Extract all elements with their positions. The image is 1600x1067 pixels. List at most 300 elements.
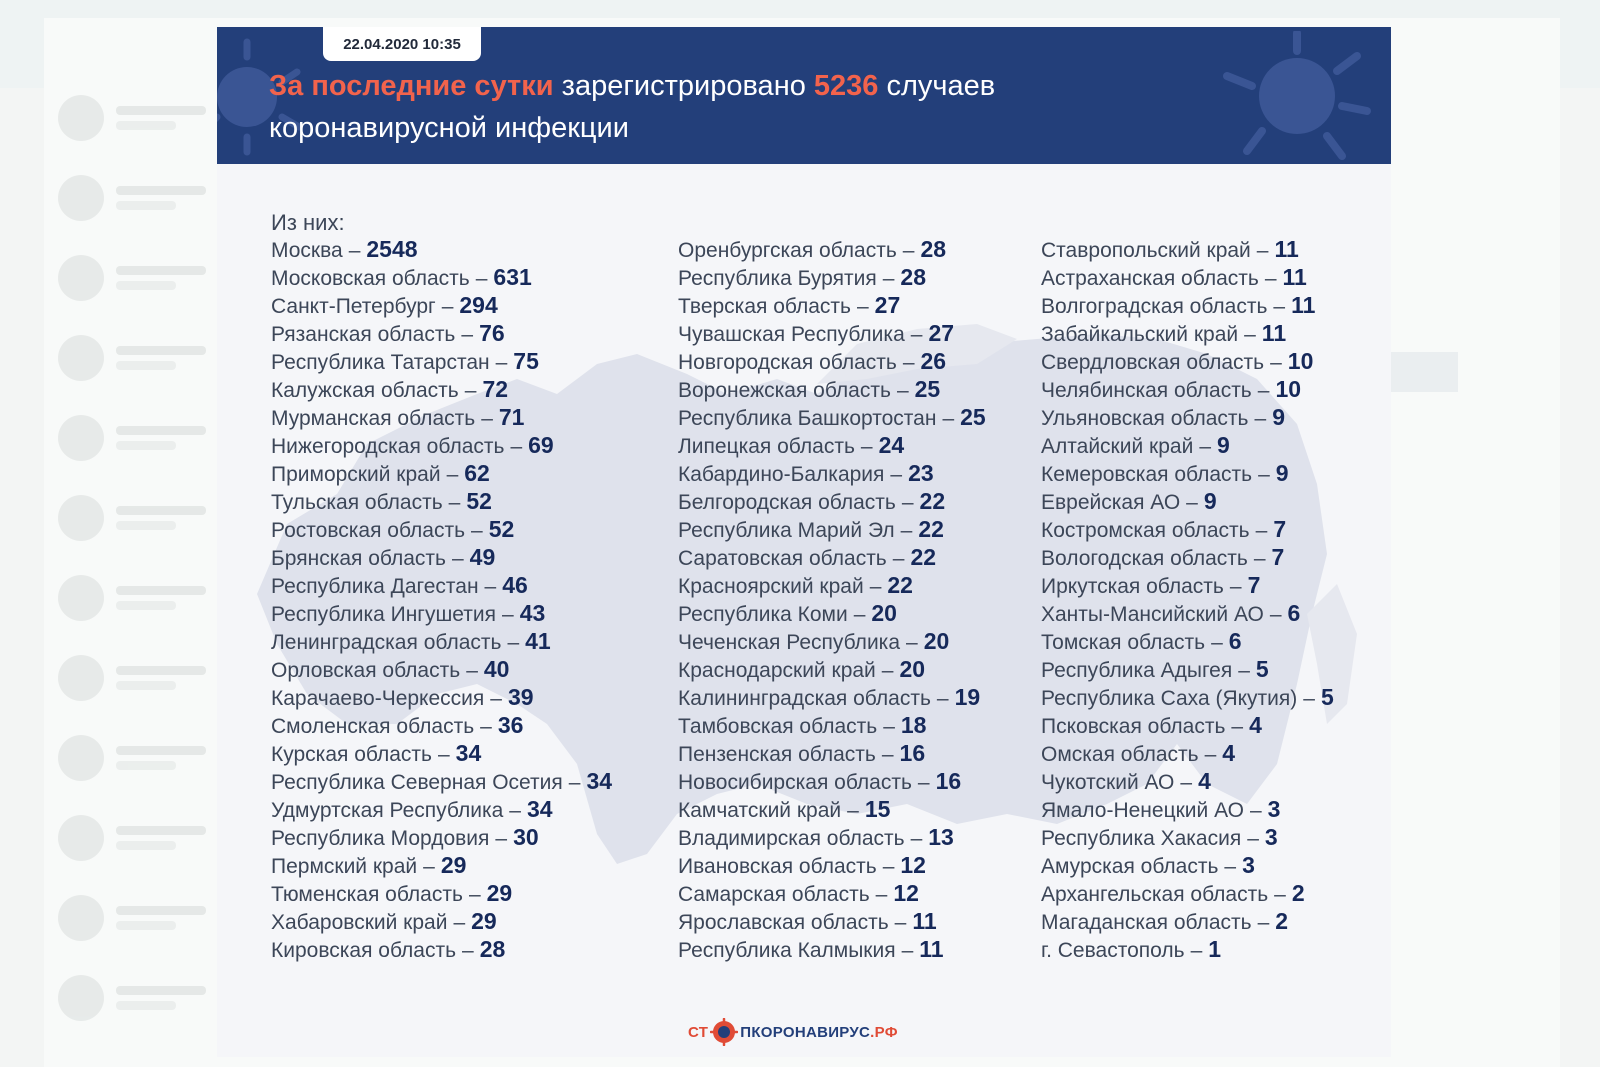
- region-name: Республика Марий Эл: [678, 519, 895, 542]
- region-name: Республика Мордовия: [271, 827, 490, 850]
- region-case-count: 1: [1208, 936, 1222, 962]
- region-dash: –: [901, 491, 914, 514]
- background-list-item: [58, 970, 208, 1026]
- region-dash: –: [853, 603, 866, 626]
- region-row: [271, 319, 612, 347]
- region-dash: –: [1211, 631, 1223, 654]
- region-name: Хабаровский край: [271, 911, 448, 934]
- region-name: Чувашская Республика: [678, 323, 905, 346]
- region-name: Ивановская область: [678, 855, 877, 878]
- region-row: [1041, 823, 1334, 851]
- region-case-count: 3: [1267, 796, 1281, 822]
- region-row: [1041, 795, 1334, 823]
- region-name: Калининградская область: [678, 687, 931, 710]
- region-name: Ленинградская область: [271, 631, 502, 654]
- region-row: [1041, 739, 1334, 767]
- region-dash: –: [847, 799, 859, 822]
- headline-text: случаев: [886, 70, 996, 102]
- region-name: Тульская область: [271, 491, 443, 514]
- region-name: Кемеровская область: [1041, 463, 1253, 486]
- background-list-item: [58, 650, 208, 706]
- region-row: [271, 879, 612, 907]
- region-name: Псковская область: [1041, 715, 1226, 738]
- region-dash: –: [1254, 407, 1267, 430]
- region-row: [678, 711, 986, 739]
- region-dash: –: [462, 939, 474, 962]
- region-row: [271, 655, 612, 683]
- region-name: Приморский край: [271, 463, 441, 486]
- region-name: Астраханская область: [1041, 267, 1259, 290]
- region-case-count: 4: [1222, 740, 1236, 766]
- region-dash: –: [892, 547, 905, 570]
- region-row: [678, 935, 986, 963]
- region-name: Самарская область: [678, 883, 870, 906]
- region-name: Брянская область: [271, 547, 446, 570]
- logo-text: .РФ: [870, 1023, 898, 1041]
- region-name: Мурманская область: [271, 407, 476, 430]
- region-dash: –: [906, 631, 918, 654]
- region-name: Волгоградская область: [1041, 295, 1268, 318]
- region-name: Архангельская область: [1041, 883, 1269, 906]
- background-list-item: [58, 90, 208, 146]
- region-case-count: 11: [919, 936, 944, 962]
- region-name: Москва: [271, 239, 343, 262]
- region-row: [1041, 291, 1334, 319]
- region-name: Республика Татарстан: [271, 351, 490, 374]
- region-name: Краснодарский край: [678, 659, 876, 682]
- region-dash: –: [437, 743, 450, 766]
- region-dash: –: [860, 435, 873, 458]
- background-list-item: [58, 330, 208, 386]
- region-dash: –: [461, 323, 474, 346]
- region-dash: –: [1255, 519, 1268, 542]
- region-case-count: 15: [864, 796, 891, 822]
- region-row: [1041, 235, 1334, 263]
- background-list-item: [58, 890, 208, 946]
- region-dash: –: [1249, 799, 1262, 822]
- region-case-count: 16: [935, 768, 962, 794]
- region-dash: –: [481, 407, 493, 430]
- region-case-count: 25: [914, 376, 941, 402]
- region-case-count: 52: [488, 516, 515, 542]
- region-case-count: 28: [900, 264, 927, 290]
- region-row: [271, 711, 612, 739]
- region-case-count: 29: [440, 852, 467, 878]
- region-row: [1041, 431, 1334, 459]
- region-row: [1041, 935, 1334, 963]
- region-dash: –: [464, 379, 477, 402]
- virus-logo-icon: [710, 1018, 738, 1046]
- region-name: Республика Бурятия: [678, 267, 877, 290]
- region-dash: –: [1273, 295, 1286, 318]
- region-case-count: 22: [918, 516, 944, 542]
- region-dash: –: [510, 435, 523, 458]
- region-name: Калужская область: [271, 379, 459, 402]
- region-name: Новгородская область: [678, 351, 897, 374]
- region-row: [1041, 907, 1334, 935]
- region-case-count: 24: [878, 432, 905, 458]
- region-case-count: 6: [1287, 600, 1301, 626]
- region-name: Магаданская область: [1041, 911, 1252, 934]
- region-case-count: 69: [528, 432, 554, 458]
- region-row: [678, 347, 986, 375]
- region-row: [1041, 879, 1334, 907]
- region-column-1: [271, 235, 612, 963]
- logo-text: СТ: [688, 1023, 709, 1041]
- region-case-count: 71: [498, 404, 525, 430]
- region-row: [1041, 403, 1334, 431]
- region-dash: –: [1270, 351, 1282, 374]
- region-dash: –: [890, 463, 903, 486]
- region-dash: –: [1180, 771, 1193, 794]
- region-case-count: 13: [928, 824, 954, 850]
- region-dash: –: [1199, 435, 1211, 458]
- region-case-count: 5: [1320, 684, 1334, 710]
- region-case-count: 40: [483, 656, 510, 682]
- region-row: [1041, 851, 1334, 879]
- region-row: [678, 683, 986, 711]
- region-dash: –: [475, 267, 488, 290]
- region-dash: –: [490, 687, 502, 710]
- region-name: Рязанская область: [271, 323, 456, 346]
- region-name: Забайкальский край: [1041, 323, 1239, 346]
- region-dash: –: [1186, 491, 1198, 514]
- region-case-count: 11: [1274, 236, 1299, 262]
- region-case-count: 11: [1261, 320, 1287, 346]
- region-name: Омская область: [1041, 743, 1199, 766]
- region-row: [271, 263, 612, 291]
- region-case-count: 25: [960, 404, 986, 430]
- region-row: [678, 599, 986, 627]
- region-row: [271, 235, 612, 263]
- region-row: [271, 627, 612, 655]
- region-case-count: 11: [1282, 264, 1307, 290]
- region-case-count: 22: [887, 572, 913, 598]
- region-case-count: 294: [459, 292, 498, 318]
- region-row: [678, 375, 986, 403]
- region-case-count: 28: [920, 236, 947, 262]
- region-dash: –: [507, 631, 520, 654]
- region-name: Республика Калмыкия: [678, 939, 896, 962]
- region-name: Воронежская область: [678, 379, 891, 402]
- region-name: Кабардино-Балкария: [678, 463, 885, 486]
- region-dash: –: [1303, 687, 1315, 710]
- background-list-item: [58, 810, 208, 866]
- region-case-count: 19: [954, 684, 981, 710]
- region-dash: –: [451, 547, 464, 570]
- region-dash: –: [1257, 911, 1270, 934]
- region-column-2: [678, 235, 986, 963]
- region-row: [678, 515, 986, 543]
- region-dash: –: [448, 491, 461, 514]
- region-name: Тюменская область: [271, 883, 463, 906]
- region-dash: –: [881, 743, 894, 766]
- region-name: Челябинская область: [1041, 379, 1252, 402]
- region-dash: –: [446, 463, 459, 486]
- region-row: [1041, 767, 1334, 795]
- region-case-count: 3: [1264, 824, 1278, 850]
- region-dash: –: [896, 379, 909, 402]
- region-name: г. Севастополь: [1041, 939, 1185, 962]
- region-row: [678, 403, 986, 431]
- region-case-count: 30: [513, 824, 539, 850]
- region-case-count: 22: [919, 488, 946, 514]
- region-name: Томская область: [1041, 631, 1206, 654]
- region-row: [678, 459, 986, 487]
- background-list-item: [58, 250, 208, 306]
- region-name: Владимирская область: [678, 827, 905, 850]
- region-dash: –: [900, 519, 913, 542]
- region-case-count: 72: [482, 376, 509, 402]
- date-badge: 22.04.2020 10:35: [323, 27, 481, 61]
- region-dash: –: [882, 267, 895, 290]
- region-case-count: 22: [910, 544, 937, 570]
- infographic-card: [217, 27, 1391, 1057]
- region-case-count: 7: [1273, 516, 1287, 542]
- region-case-count: 9: [1275, 460, 1289, 486]
- region-row: [678, 571, 986, 599]
- region-case-count: 75: [513, 348, 539, 374]
- headline-line-2: коронавирусной инфекции: [269, 112, 629, 144]
- region-dash: –: [901, 939, 914, 962]
- region-dash: –: [1258, 463, 1270, 486]
- region-row: [271, 739, 612, 767]
- region-name: Нижегородская область: [271, 435, 505, 458]
- region-row: [271, 347, 612, 375]
- region-dash: –: [902, 239, 915, 262]
- region-dash: –: [348, 239, 361, 262]
- region-case-count: 4: [1198, 768, 1211, 794]
- region-row: [678, 739, 986, 767]
- region-row: [678, 907, 986, 935]
- region-row: [678, 291, 986, 319]
- region-name: Ставропольский край: [1041, 239, 1251, 262]
- region-name: Республика Коми: [678, 603, 848, 626]
- region-case-count: 20: [923, 628, 950, 654]
- region-case-count: 18: [900, 712, 927, 738]
- region-name: Белгородская область: [678, 491, 896, 514]
- region-dash: –: [568, 771, 581, 794]
- region-case-count: 631: [493, 264, 532, 290]
- region-dash: –: [466, 659, 478, 682]
- region-row: [1041, 319, 1334, 347]
- region-name: Курская область: [271, 743, 432, 766]
- region-dash: –: [502, 603, 514, 626]
- region-case-count: 27: [874, 292, 901, 318]
- background-list-item: [58, 730, 208, 786]
- headline: [269, 65, 1309, 149]
- region-row: [678, 431, 986, 459]
- region-case-count: 46: [502, 572, 528, 598]
- region-case-count: 10: [1287, 348, 1314, 374]
- region-row: [271, 375, 612, 403]
- region-dash: –: [1229, 575, 1242, 598]
- region-row: [271, 795, 612, 823]
- region-dash: –: [1274, 883, 1286, 906]
- region-name: Вологодская область: [1041, 547, 1248, 570]
- region-row: [1041, 599, 1334, 627]
- region-dash: –: [881, 659, 894, 682]
- list-intro: Из них:: [271, 210, 345, 235]
- region-row: [678, 235, 986, 263]
- region-row: [678, 823, 986, 851]
- region-case-count: 29: [486, 880, 513, 906]
- region-case-count: 7: [1247, 572, 1261, 598]
- background-list-item: [58, 170, 208, 226]
- region-case-count: 20: [899, 656, 926, 682]
- region-case-count: 49: [469, 544, 496, 570]
- region-dash: –: [1253, 547, 1266, 570]
- region-dash: –: [894, 911, 907, 934]
- region-name: Санкт-Петербург: [271, 295, 436, 318]
- region-name: Республика Северная Осетия: [271, 771, 563, 794]
- region-dash: –: [1231, 715, 1244, 738]
- region-case-count: 11: [912, 908, 937, 934]
- region-case-count: 10: [1275, 376, 1302, 402]
- logo-text: ПКОРОНАВИРУС: [740, 1023, 871, 1041]
- region-case-count: 4: [1249, 712, 1262, 738]
- region-case-count: 41: [525, 628, 551, 654]
- region-dash: –: [1190, 939, 1203, 962]
- region-dash: –: [883, 715, 895, 738]
- region-name: Красноярский край: [678, 575, 864, 598]
- region-case-count: 9: [1203, 488, 1217, 514]
- region-case-count: 27: [928, 320, 955, 346]
- region-dash: –: [423, 855, 435, 878]
- region-row: [1041, 683, 1334, 711]
- region-dash: –: [468, 883, 481, 906]
- region-row: [271, 543, 612, 571]
- region-case-count: 34: [526, 796, 553, 822]
- region-name: Саратовская область: [678, 547, 887, 570]
- region-row: [678, 655, 986, 683]
- region-name: Карачаево-Черкессия: [271, 687, 485, 710]
- region-row: [271, 851, 612, 879]
- region-case-count: 12: [900, 852, 926, 878]
- region-row: [1041, 627, 1334, 655]
- region-dash: –: [1264, 267, 1277, 290]
- region-name: Чукотский АО: [1041, 771, 1175, 794]
- region-row: [1041, 459, 1334, 487]
- region-dash: –: [856, 295, 869, 318]
- region-dash: –: [1238, 659, 1250, 682]
- region-row: [1041, 487, 1334, 515]
- stopcoronavirus-logo: [688, 1017, 898, 1047]
- region-case-count: 9: [1272, 404, 1285, 430]
- region-case-count: 26: [920, 348, 947, 374]
- region-row: [678, 627, 986, 655]
- region-row: [271, 823, 612, 851]
- region-name: Липецкая область: [678, 435, 855, 458]
- region-dash: –: [471, 519, 483, 542]
- region-dash: –: [495, 827, 508, 850]
- region-name: Пензенская область: [678, 743, 876, 766]
- region-case-count: 36: [497, 712, 524, 738]
- background-list-item: [58, 570, 208, 626]
- region-case-count: 28: [479, 936, 506, 962]
- region-row: [271, 767, 612, 795]
- region-dash: –: [910, 827, 923, 850]
- region-name: Ярославская область: [678, 911, 889, 934]
- region-column-3: [1041, 235, 1334, 963]
- region-row: [271, 291, 612, 319]
- background-list-item: [58, 410, 208, 466]
- region-case-count: 39: [507, 684, 534, 710]
- headline-count: 5236: [813, 70, 879, 102]
- region-row: [1041, 543, 1334, 571]
- region-row: [271, 431, 612, 459]
- region-case-count: 11: [1291, 292, 1316, 318]
- region-row: [271, 515, 612, 543]
- region-name: Московская область: [271, 267, 470, 290]
- region-row: [271, 907, 612, 935]
- region-dash: –: [942, 407, 955, 430]
- region-row: [1041, 375, 1334, 403]
- region-dash: –: [869, 575, 882, 598]
- region-row: [678, 543, 986, 571]
- region-name: Пермский край: [271, 855, 418, 878]
- region-name: Ульяновская область: [1041, 407, 1249, 430]
- region-case-count: 62: [464, 460, 490, 486]
- region-row: [678, 487, 986, 515]
- region-case-count: 3: [1242, 852, 1255, 878]
- region-case-count: 43: [519, 600, 546, 626]
- region-case-count: 16: [899, 740, 926, 766]
- region-case-count: 9: [1217, 432, 1230, 458]
- region-dash: –: [484, 575, 497, 598]
- region-name: Ямало-Ненецкий АО: [1041, 799, 1244, 822]
- background-list-item: [58, 490, 208, 546]
- region-dash: –: [1269, 603, 1282, 626]
- region-name: Кировская область: [271, 939, 457, 962]
- region-dash: –: [1247, 827, 1259, 850]
- region-case-count: 34: [586, 768, 613, 794]
- region-row: [1041, 655, 1334, 683]
- region-dash: –: [902, 351, 915, 374]
- region-dash: –: [1224, 855, 1237, 878]
- region-case-count: 12: [893, 880, 919, 906]
- region-dash: –: [453, 911, 466, 934]
- region-row: [678, 879, 986, 907]
- region-case-count: 20: [871, 600, 897, 626]
- region-case-count: 23: [908, 460, 934, 486]
- region-dash: –: [936, 687, 949, 710]
- region-case-count: 29: [471, 908, 497, 934]
- region-dash: –: [1256, 239, 1269, 262]
- region-name: Удмуртская Республика: [271, 799, 504, 822]
- region-dash: –: [1204, 743, 1217, 766]
- header-banner: [217, 27, 1391, 164]
- region-name: Камчатский край: [678, 799, 842, 822]
- region-dash: –: [495, 351, 508, 374]
- region-name: Свердловская область: [1041, 351, 1265, 374]
- region-row: [678, 851, 986, 879]
- region-case-count: 76: [479, 320, 505, 346]
- region-name: Ростовская область: [271, 519, 466, 542]
- region-case-count: 5: [1255, 656, 1269, 682]
- region-row: [1041, 515, 1334, 543]
- region-name: Новосибирская область: [678, 771, 912, 794]
- region-row: [678, 767, 986, 795]
- region-dash: –: [441, 295, 454, 318]
- region-name: Республика Хакасия: [1041, 827, 1242, 850]
- region-row: [271, 403, 612, 431]
- region-name: Смоленская область: [271, 715, 475, 738]
- region-dash: –: [910, 323, 923, 346]
- region-name: Алтайский край: [1041, 435, 1194, 458]
- region-name: Костромская область: [1041, 519, 1250, 542]
- region-row: [1041, 347, 1334, 375]
